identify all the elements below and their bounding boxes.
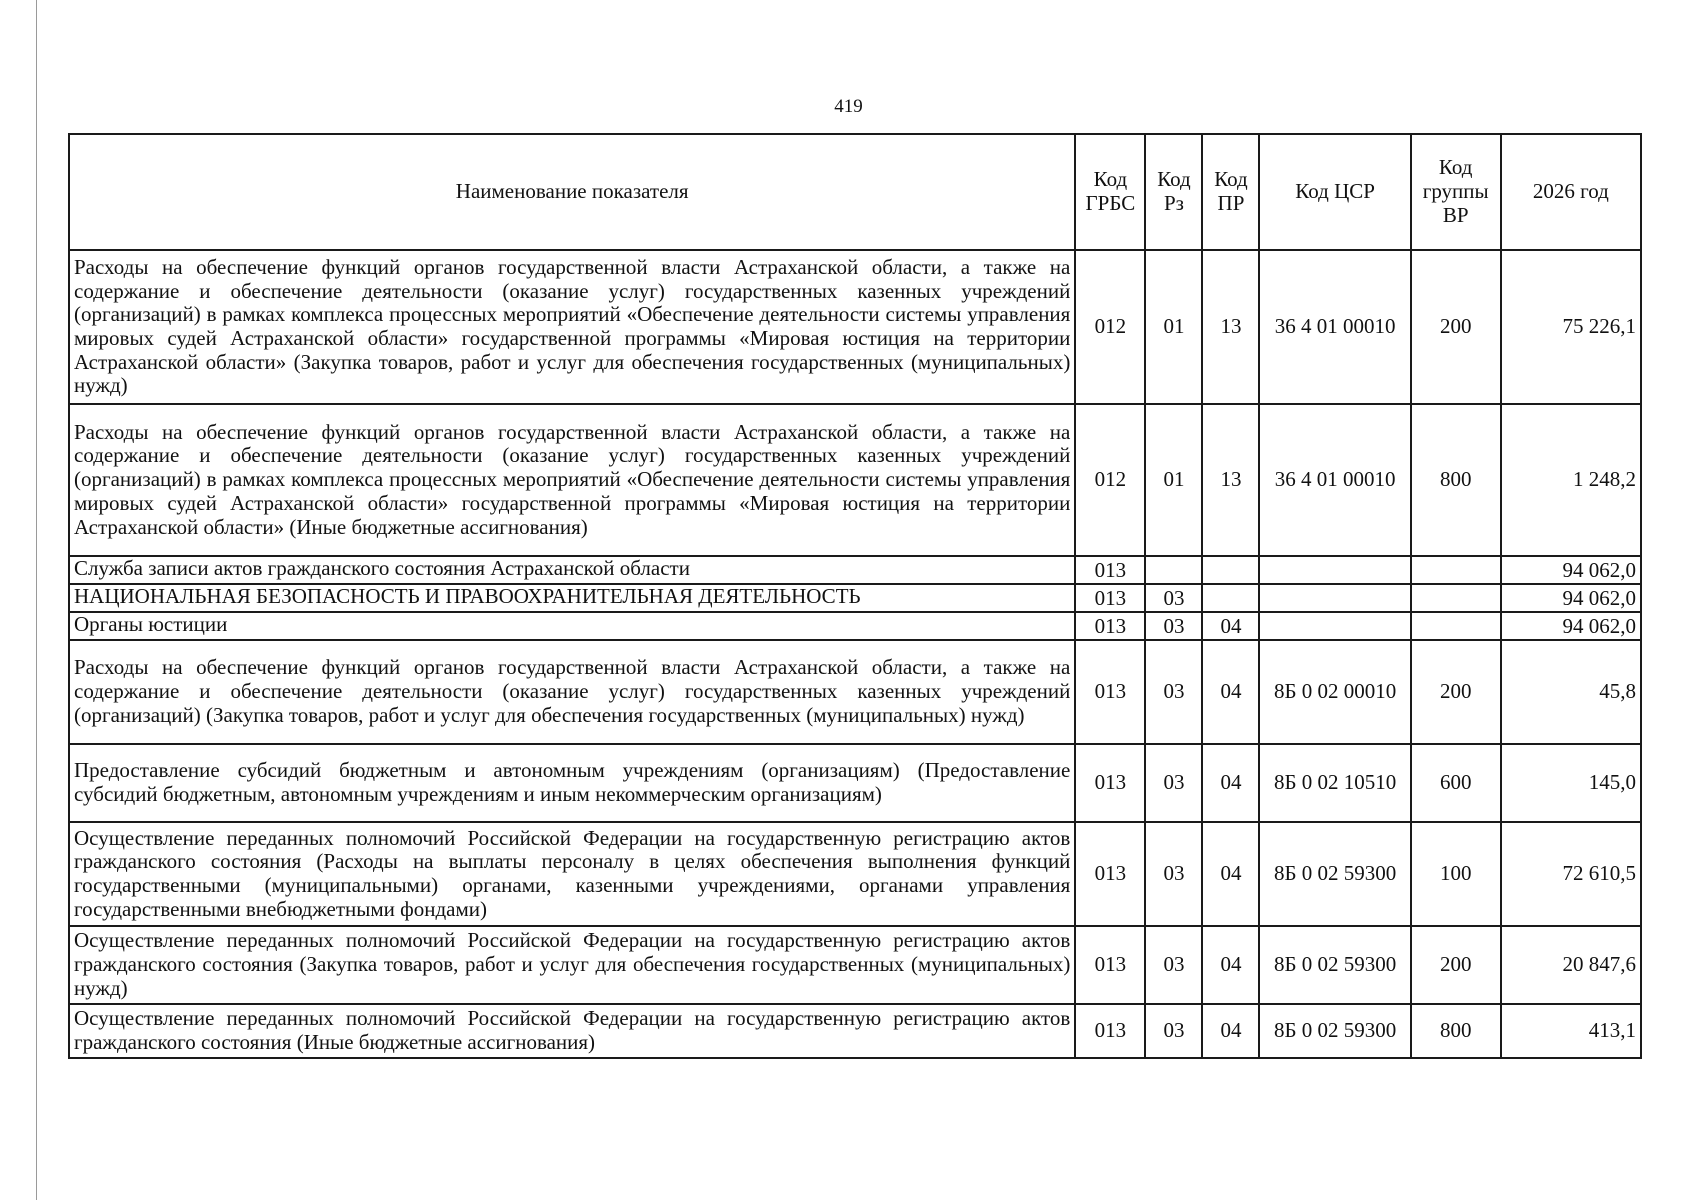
cell-name: Предоставление субсидий бюджетным и автономным учреждениям (организациям) (Предоставление субсидий бюджетным, автономным учреждениям и иным некоммерческим организациям) bbox=[69, 744, 1075, 822]
header-rz: Код Рз bbox=[1145, 134, 1202, 250]
cell-vr: 200 bbox=[1411, 250, 1501, 404]
table-row bbox=[69, 926, 1641, 1004]
cell-name: Осуществление переданных полномочий Российской Федерации на государственную регистрацию актов гражданского состояния (Закупка товаров, работ и услуг для обеспечения государственных (муниципальных) нужд) bbox=[69, 926, 1075, 1004]
table-row bbox=[69, 584, 1641, 612]
cell-amount: 145,0 bbox=[1501, 744, 1641, 822]
cell-name: Расходы на обеспечение функций органов государственной власти Астраханской области, а также на содержание и обеспечение деятельности (оказание услуг) государственных казенных учреждений (организаций) (Закупка товаров, работ и услуг для обеспечения государственных (муниципальных) нужд) bbox=[69, 640, 1075, 744]
cell-amount: 20 847,6 bbox=[1501, 926, 1641, 1004]
cell-name: Осуществление переданных полномочий Российской Федерации на государственную регистрацию актов гражданского состояния (Расходы на выплаты персоналу в целях обеспечения выполнения функций государственными (муниципальными) органами, казенными учреждениями, органами управления государственными внебюджетными фондами) bbox=[69, 822, 1075, 926]
table-row bbox=[69, 1004, 1641, 1058]
cell-name: НАЦИОНАЛЬНАЯ БЕЗОПАСНОСТЬ И ПРАВООХРАНИТЕЛЬНАЯ ДЕЯТЕЛЬНОСТЬ bbox=[69, 584, 1075, 612]
cell-rz: 03 bbox=[1145, 584, 1202, 612]
cell-pr bbox=[1202, 556, 1259, 584]
cell-grbs: 013 bbox=[1075, 822, 1145, 926]
cell-pr: 04 bbox=[1202, 640, 1259, 744]
cell-name: Расходы на обеспечение функций органов государственной власти Астраханской области, а также на содержание и обеспечение деятельности (оказание услуг) государственных казенных учреждений (организаций) в рамках комплекса процессных мероприятий «Обеспечение деятельности системы управления мировых судей Астраханской области» государственной программы «Мировая юстиция на территории Астраханской области» (Закупка товаров, работ и услуг для обеспечения государственных (муниципальных) нужд) bbox=[69, 250, 1075, 404]
cell-grbs: 013 bbox=[1075, 556, 1145, 584]
cell-amount: 94 062,0 bbox=[1501, 612, 1641, 640]
cell-grbs: 013 bbox=[1075, 926, 1145, 1004]
cell-rz: 01 bbox=[1145, 250, 1202, 404]
cell-csr bbox=[1259, 612, 1410, 640]
cell-rz: 03 bbox=[1145, 1004, 1202, 1058]
cell-csr: 36 4 01 00010 bbox=[1259, 404, 1410, 556]
cell-grbs: 012 bbox=[1075, 250, 1145, 404]
cell-pr: 04 bbox=[1202, 926, 1259, 1004]
cell-rz: 03 bbox=[1145, 822, 1202, 926]
cell-csr: 8Б 0 02 10510 bbox=[1259, 744, 1410, 822]
cell-amount: 75 226,1 bbox=[1501, 250, 1641, 404]
cell-vr: 100 bbox=[1411, 822, 1501, 926]
header-pr: Код ПР bbox=[1202, 134, 1259, 250]
cell-grbs: 013 bbox=[1075, 640, 1145, 744]
cell-rz bbox=[1145, 556, 1202, 584]
cell-vr: 600 bbox=[1411, 744, 1501, 822]
cell-amount: 45,8 bbox=[1501, 640, 1641, 744]
cell-name: Расходы на обеспечение функций органов государственной власти Астраханской области, а также на содержание и обеспечение деятельности (оказание услуг) государственных казенных учреждений (организаций) в рамках комплекса процессных мероприятий «Обеспечение деятельности системы управления мировых судей Астраханской области» государственной программы «Мировая юстиция на территории Астраханской области» (Иные бюджетные ассигнования) bbox=[69, 404, 1075, 556]
cell-name: Осуществление переданных полномочий Российской Федерации на государственную регистрацию актов гражданского состояния (Иные бюджетные ассигнования) bbox=[69, 1004, 1075, 1058]
cell-amount: 72 610,5 bbox=[1501, 822, 1641, 926]
cell-csr bbox=[1259, 556, 1410, 584]
cell-rz: 03 bbox=[1145, 926, 1202, 1004]
table-row bbox=[69, 404, 1641, 556]
header-vr: Код группы ВР bbox=[1411, 134, 1501, 250]
header-row bbox=[69, 134, 1641, 250]
header-year: 2026 год bbox=[1501, 134, 1641, 250]
table-row bbox=[69, 612, 1641, 640]
cell-csr: 8Б 0 02 59300 bbox=[1259, 926, 1410, 1004]
cell-csr: 8Б 0 02 00010 bbox=[1259, 640, 1410, 744]
cell-vr: 800 bbox=[1411, 404, 1501, 556]
cell-amount: 94 062,0 bbox=[1501, 556, 1641, 584]
cell-amount: 94 062,0 bbox=[1501, 584, 1641, 612]
table-row bbox=[69, 744, 1641, 822]
cell-pr: 04 bbox=[1202, 822, 1259, 926]
table-row bbox=[69, 250, 1641, 404]
cell-csr bbox=[1259, 584, 1410, 612]
cell-pr: 04 bbox=[1202, 612, 1259, 640]
cell-vr bbox=[1411, 584, 1501, 612]
cell-vr bbox=[1411, 556, 1501, 584]
cell-grbs: 013 bbox=[1075, 612, 1145, 640]
cell-vr: 800 bbox=[1411, 1004, 1501, 1058]
margin-rule bbox=[36, 0, 37, 1200]
cell-vr bbox=[1411, 612, 1501, 640]
header-csr: Код ЦСР bbox=[1259, 134, 1410, 250]
page-number: 419 bbox=[834, 96, 863, 117]
cell-csr: 8Б 0 02 59300 bbox=[1259, 1004, 1410, 1058]
budget-table bbox=[68, 133, 1642, 1059]
cell-pr: 13 bbox=[1202, 404, 1259, 556]
cell-csr: 36 4 01 00010 bbox=[1259, 250, 1410, 404]
cell-rz: 01 bbox=[1145, 404, 1202, 556]
cell-pr: 04 bbox=[1202, 1004, 1259, 1058]
table-row bbox=[69, 556, 1641, 584]
cell-grbs: 013 bbox=[1075, 1004, 1145, 1058]
cell-pr: 04 bbox=[1202, 744, 1259, 822]
cell-vr: 200 bbox=[1411, 926, 1501, 1004]
cell-vr: 200 bbox=[1411, 640, 1501, 744]
cell-name: Служба записи актов гражданского состояния Астраханской области bbox=[69, 556, 1075, 584]
cell-rz: 03 bbox=[1145, 744, 1202, 822]
table-row bbox=[69, 640, 1641, 744]
cell-grbs: 013 bbox=[1075, 584, 1145, 612]
cell-pr: 13 bbox=[1202, 250, 1259, 404]
cell-rz: 03 bbox=[1145, 640, 1202, 744]
header-name: Наименование показателя bbox=[69, 134, 1075, 250]
cell-amount: 1 248,2 bbox=[1501, 404, 1641, 556]
cell-pr bbox=[1202, 584, 1259, 612]
cell-rz: 03 bbox=[1145, 612, 1202, 640]
cell-name: Органы юстиции bbox=[69, 612, 1075, 640]
cell-csr: 8Б 0 02 59300 bbox=[1259, 822, 1410, 926]
cell-amount: 413,1 bbox=[1501, 1004, 1641, 1058]
header-grbs: Код ГРБС bbox=[1075, 134, 1145, 250]
cell-grbs: 012 bbox=[1075, 404, 1145, 556]
table-row bbox=[69, 822, 1641, 926]
cell-grbs: 013 bbox=[1075, 744, 1145, 822]
